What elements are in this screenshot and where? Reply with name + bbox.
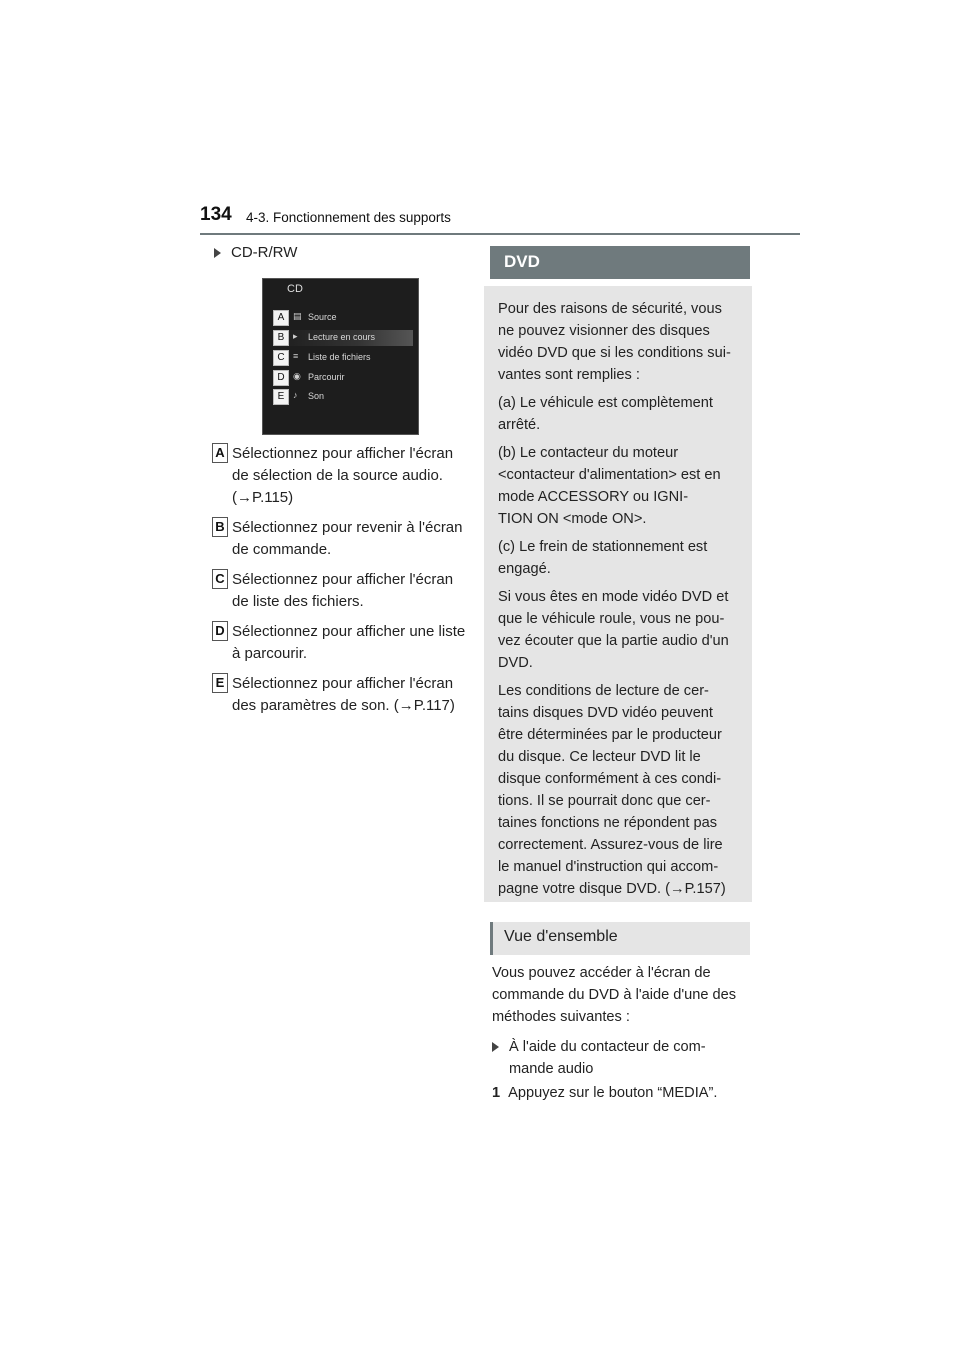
item-d bbox=[212, 621, 472, 665]
notice-line: être déterminées par le producteur bbox=[498, 727, 722, 743]
dvd-notice-box bbox=[484, 286, 752, 902]
notice-line: du disque. Ce lecteur DVD lit le bbox=[498, 749, 701, 765]
paragraph-line: Vous pouvez accéder à l'écran de bbox=[492, 965, 711, 981]
label-badge: B bbox=[273, 330, 289, 346]
step-text: Appuyez sur le bouton “MEDIA”. bbox=[508, 1085, 718, 1101]
item-text: Sélectionnez pour afficher l'écran bbox=[232, 675, 454, 692]
method-item bbox=[492, 1036, 752, 1080]
item-text: Sélectionnez pour revenir à l'écran bbox=[232, 519, 463, 536]
heading-accent-bar bbox=[490, 922, 493, 955]
item-text: de commande. bbox=[232, 541, 332, 558]
notice-line: tions. Il se pourrait donc que cer- bbox=[498, 793, 711, 809]
screen-title: CD bbox=[287, 283, 303, 295]
notice-line: <contacteur d'alimentation> est en bbox=[498, 467, 721, 483]
screen-row-label: Son bbox=[308, 391, 325, 401]
item-text: Sélectionnez pour afficher une liste bbox=[232, 623, 466, 640]
screen-row-file-list bbox=[273, 350, 413, 366]
screen-row-sound bbox=[273, 389, 413, 405]
notice-line: tains disques DVD vidéo peuvent bbox=[498, 705, 713, 721]
item-text: des paramètres de son. (→P.117) bbox=[232, 697, 455, 714]
page-number: 134 bbox=[200, 204, 232, 225]
item-text: à parcourir. bbox=[232, 645, 308, 662]
item-text: de liste des fichiers. bbox=[232, 593, 364, 610]
notice-line: DVD. bbox=[498, 655, 533, 671]
play-icon: ▸ bbox=[293, 331, 298, 341]
notice-line: TION ON <mode ON>. bbox=[498, 511, 647, 527]
item-text: de sélection de la source audio. bbox=[232, 467, 443, 484]
notice-line: Si vous êtes en mode vidéo DVD et bbox=[498, 589, 729, 605]
screen-row-label: Parcourir bbox=[308, 372, 345, 382]
item-letter: B bbox=[212, 517, 228, 537]
item-c bbox=[212, 569, 472, 613]
notice-line: vidéo DVD que si les conditions sui- bbox=[498, 345, 731, 361]
notice-line: pagne votre disque DVD. (→P.157) bbox=[498, 881, 726, 897]
screen-row-source bbox=[273, 310, 413, 326]
item-letter: E bbox=[212, 673, 228, 693]
section-title: 4-3. Fonctionnement des supports bbox=[246, 210, 451, 225]
notice-line: que le véhicule roule, vous ne pou- bbox=[498, 611, 725, 627]
notice-line: Pour des raisons de sécurité, vous bbox=[498, 301, 722, 317]
item-text: Sélectionnez pour afficher l'écran bbox=[232, 445, 454, 462]
cdrw-label: CD-R/RW bbox=[231, 244, 298, 261]
screen-row-label: Liste de fichiers bbox=[308, 352, 371, 362]
item-a bbox=[212, 443, 472, 509]
item-b bbox=[212, 517, 472, 561]
step-number: 1 bbox=[492, 1085, 501, 1101]
item-letter: C bbox=[212, 569, 228, 589]
notice-line: arrêté. bbox=[498, 417, 541, 433]
notice-line: ne pouvez visionner des disques bbox=[498, 323, 710, 339]
browse-icon: ◉ bbox=[293, 371, 301, 381]
item-letter: A bbox=[212, 443, 228, 463]
file-list-icon: ≡ bbox=[293, 351, 299, 361]
label-badge: E bbox=[273, 389, 289, 405]
label-badge: C bbox=[273, 350, 289, 366]
method-text: À l'aide du contacteur de com- bbox=[509, 1039, 706, 1055]
screen-row-label: Lecture en cours bbox=[308, 332, 376, 342]
page-reference: (→P.115) bbox=[232, 489, 294, 506]
notice-line: vez écouter que la partie audio d'un bbox=[498, 633, 729, 649]
label-badge: A bbox=[273, 310, 289, 326]
dvd-heading bbox=[490, 246, 750, 279]
screen-row-browse bbox=[273, 370, 413, 386]
arrow-bullet-icon bbox=[492, 1042, 499, 1052]
arrow-bullet-icon bbox=[214, 248, 221, 258]
notice-line: Les conditions de lecture de cer- bbox=[498, 683, 709, 699]
item-letter: D bbox=[212, 621, 228, 641]
notice-line: taines fonctions ne répondent pas bbox=[498, 815, 718, 831]
notice-line: (a) Le véhicule est complètement bbox=[498, 395, 713, 411]
header-divider bbox=[200, 233, 800, 235]
notice-line: mode ACCESSORY ou IGNI- bbox=[498, 489, 689, 505]
method-line bbox=[492, 1036, 752, 1058]
item-e bbox=[212, 673, 472, 717]
speaker-icon: ♪ bbox=[293, 390, 298, 400]
notice-line: correctement. Assurez-vous de lire bbox=[498, 837, 723, 853]
notice-line: vantes sont remplies : bbox=[498, 367, 640, 383]
overview-paragraph bbox=[492, 962, 752, 1028]
notice-line: disque conformément à ces condi- bbox=[498, 771, 722, 787]
cd-screen-image bbox=[262, 278, 419, 435]
label-badge: D bbox=[273, 370, 289, 386]
paragraph-line: méthodes suivantes : bbox=[492, 1009, 630, 1025]
method-text: mande audio bbox=[509, 1061, 594, 1077]
overview-heading-text: Vue d'ensemble bbox=[504, 928, 618, 945]
overview-heading bbox=[490, 922, 750, 955]
source-icon: ▤ bbox=[293, 311, 302, 321]
paragraph-line: commande du DVD à l'aide d'une des bbox=[492, 987, 737, 1003]
step-1 bbox=[492, 1082, 752, 1104]
screen-row-now-playing bbox=[273, 330, 413, 346]
notice-line: (b) Le contacteur du moteur bbox=[498, 445, 679, 461]
notice-line: le manuel d'instruction qui accom- bbox=[498, 859, 719, 875]
dvd-heading-text: DVD bbox=[504, 252, 540, 271]
screen-row-label: Source bbox=[308, 312, 337, 322]
notice-line: engagé. bbox=[498, 561, 551, 577]
notice-line: (c) Le frein de stationnement est bbox=[498, 539, 708, 555]
cdrw-subheading bbox=[214, 244, 297, 261]
item-text: Sélectionnez pour afficher l'écran bbox=[232, 571, 454, 588]
